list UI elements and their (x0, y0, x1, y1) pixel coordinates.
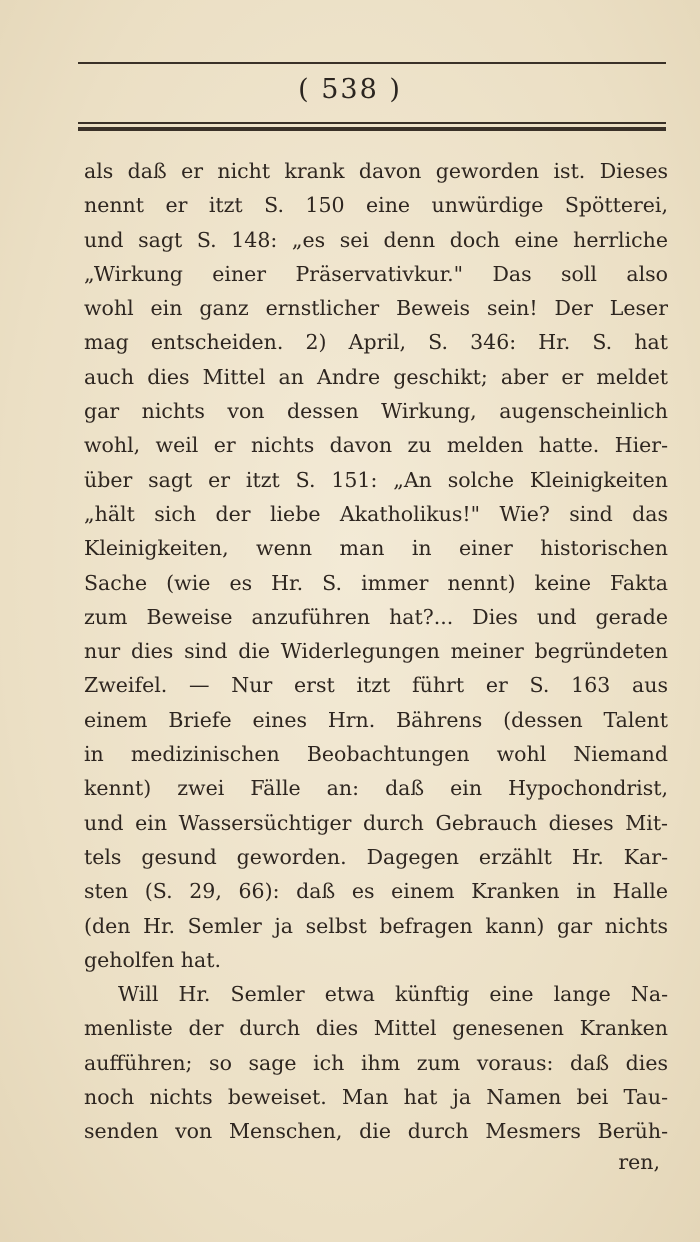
text-line: mag entscheiden. 2) April, S. 346: Hr. S. hat (84, 330, 668, 355)
text-line: senden von Menschen, die durch Mesmers Berüh- (84, 1119, 668, 1144)
text-line: nur dies sind die Widerlegungen meiner begründeten (84, 639, 668, 664)
text-line: in medizinischen Beobachtungen wohl Niemand (84, 742, 668, 767)
page-number: ( 538 ) (298, 74, 402, 105)
text-line: auch dies Mittel an Andre geschikt; aber er meldet (84, 364, 668, 389)
text-line: Zweifel. — Nur erst itzt führt er S. 163 aus (84, 673, 668, 698)
catchword: ren, (618, 1150, 660, 1174)
text-line: menliste der durch dies Mittel genesenen Kranken (84, 1016, 668, 1041)
text-line: kennt) zwei Fälle an: daß ein Hypochondrist, (84, 776, 668, 801)
body-text (84, 154, 668, 1149)
header-rule-bottom (78, 122, 666, 131)
text-line: über sagt er itzt S. 151: „An solche Kleinigkeiten (84, 467, 668, 492)
text-line: gar nichts von dessen Wirkung, augenscheinlich (84, 399, 668, 424)
text-line: einem Briefe eines Hrn. Bährens (dessen Talent (84, 707, 668, 732)
text-line: wohl ein ganz ernstlicher Beweis sein! Der Leser (84, 296, 668, 321)
text-line: als daß er nicht krank davon geworden ist. Dieses (84, 159, 668, 183)
text-line: zum Beweise anzuführen hat?... Dies und gerade (84, 604, 668, 629)
text-line: Kleinigkeiten, wenn man in einer historischen (84, 536, 668, 561)
text-line: Will Hr. Semler etwa künftig eine lange Na- (118, 982, 668, 1007)
text-line: nennt er itzt S. 150 eine unwürdige Spötterei, (84, 193, 668, 218)
text-line: wohl, weil er nichts davon zu melden hatte. Hier- (84, 433, 668, 458)
text-line: „Wirkung einer Präservativkur." Das soll also (84, 261, 668, 286)
header-rule-top (78, 62, 666, 64)
text-line: aufführen; so sage ich ihm zum voraus: daß dies (84, 1050, 668, 1075)
text-line: und sagt S. 148: „es sei denn doch eine herrliche (84, 227, 668, 252)
text-line: und ein Wassersüchtiger durch Gebrauch dieses Mit- (84, 810, 668, 835)
text-line: Sache (wie es Hr. S. immer nennt) keine Fakta (84, 570, 668, 595)
text-line: noch nichts beweiset. Man hat ja Namen bei Tau- (84, 1085, 668, 1110)
text-line: tels gesund geworden. Dagegen erzählt Hr. Kar- (84, 844, 668, 869)
text-line: sten (S. 29, 66): daß es einem Kranken in Halle (84, 879, 668, 904)
text-line: „hält sich der liebe Akatholikus!" Wie? sind das (84, 501, 668, 526)
text-line: (den Hr. Semler ja selbst befragen kann) gar nichts (84, 913, 668, 938)
text-line: geholfen hat. (84, 947, 221, 972)
